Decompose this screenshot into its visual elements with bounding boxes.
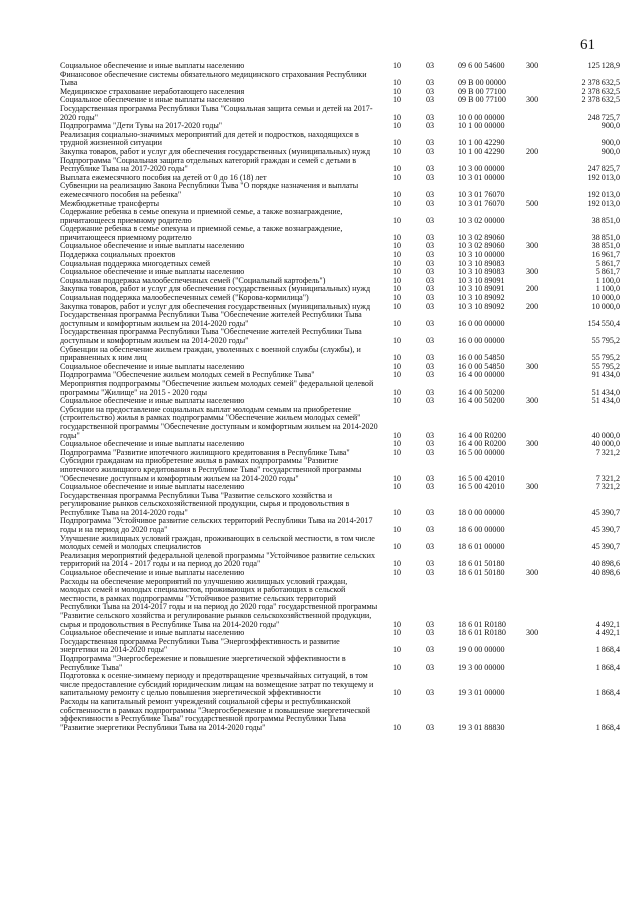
expense-type-code: 500 bbox=[526, 198, 539, 208]
target-article-code: 16 4 00 50200 bbox=[458, 387, 505, 397]
row-name: Социальное обеспечение и иные выплаты населению bbox=[60, 61, 245, 70]
table-row bbox=[60, 406, 620, 440]
section-code: 10 bbox=[393, 482, 402, 492]
section-code: 10 bbox=[393, 447, 402, 457]
row-name: Мероприятия подпрограммы "Обеспечение жильем молодых семей" федеральной целевой программы "Жилище" на 2015 - 2020 годы bbox=[60, 378, 374, 397]
amount-value: 40 000,0 bbox=[591, 430, 620, 440]
target-article-code: 16 5 00 42010 bbox=[458, 482, 505, 492]
subsection-code: 03 bbox=[426, 361, 435, 371]
target-article-code: 10 3 02 89060 bbox=[458, 241, 505, 251]
row-name: Финансовое обеспечение системы обязательного медицинского страхования Республики Тыва bbox=[60, 69, 367, 88]
target-article-code: 18 0 00 00000 bbox=[458, 507, 505, 517]
target-article-code: 18 6 01 50180 bbox=[458, 559, 505, 569]
target-article-code: 09 В 00 77100 bbox=[458, 86, 506, 96]
amount-value: 247 825,7 bbox=[587, 164, 620, 174]
subsection-code: 03 bbox=[426, 95, 435, 105]
page-number: 61 bbox=[580, 37, 595, 53]
section-code: 10 bbox=[393, 232, 402, 242]
target-article-code: 10 3 10 89083 bbox=[458, 267, 505, 277]
section-code: 10 bbox=[393, 164, 402, 174]
table-row bbox=[60, 655, 620, 672]
section-code: 10 bbox=[393, 568, 402, 578]
expense-type-code: 300 bbox=[526, 482, 539, 492]
table-row bbox=[60, 457, 620, 483]
amount-value: 4 492,1 bbox=[595, 628, 620, 638]
amount-value: 10 000,0 bbox=[591, 293, 620, 303]
target-article-code: 18 6 01 00000 bbox=[458, 542, 505, 552]
target-article-code: 18 6 01 50180 bbox=[458, 568, 505, 578]
section-code: 10 bbox=[393, 353, 402, 363]
row-name: Социальное обеспечение и иные выплаты населению bbox=[60, 241, 245, 251]
row-name: Поддержка социальных проектов bbox=[60, 250, 176, 260]
row-name: Подпрограмма "Социальная защита отдельных категорий граждан и семей с детьми в Республике Тыва на 2017-2020 годы" bbox=[60, 155, 357, 174]
row-name: Государственная программа Республики Тыва "Обеспечение жителей Республики Тыва доступным и комфортным жильем на 2014-2020 годы" bbox=[60, 327, 362, 345]
row-name: Субвенции на реализацию Закона Республики Тыва "О порядке назначения и выплаты ежемесячного пособия на ребенка" bbox=[60, 181, 359, 199]
target-article-code: 10 3 01 76070 bbox=[458, 198, 505, 208]
section-code: 10 bbox=[393, 361, 402, 371]
table-row bbox=[60, 346, 620, 363]
section-code: 10 bbox=[393, 559, 402, 569]
section-code: 10 bbox=[393, 722, 402, 732]
table-row bbox=[60, 71, 620, 88]
row-name: Социальное обеспечение и иные выплаты населению bbox=[60, 439, 245, 449]
table-row bbox=[60, 672, 620, 698]
amount-value: 154 550,4 bbox=[587, 318, 620, 328]
subsection-code: 03 bbox=[426, 301, 435, 311]
section-code: 10 bbox=[393, 61, 402, 70]
amount-value: 91 434,0 bbox=[591, 370, 620, 380]
row-name: Подготовка к осенне-зимнему периоду и предотвращение чрезвычайных ситуаций, в том числе предоставление субсидий юридическим лицам на возмещение затрат по текущему и капитальному ремонту с целью повышения энергетической эффективности bbox=[60, 671, 374, 698]
table-row bbox=[60, 517, 620, 534]
amount-value: 38 851,0 bbox=[591, 241, 620, 251]
subsection-code: 03 bbox=[426, 370, 435, 380]
subsection-code: 03 bbox=[426, 112, 435, 122]
subsection-code: 03 bbox=[426, 318, 435, 328]
subsection-code: 03 bbox=[426, 61, 435, 70]
target-article-code: 10 3 10 00000 bbox=[458, 250, 505, 260]
target-article-code: 16 5 00 00000 bbox=[458, 447, 505, 457]
amount-value: 45 390,7 bbox=[591, 542, 620, 552]
subsection-code: 03 bbox=[426, 146, 435, 156]
target-article-code: 16 4 00 R0200 bbox=[458, 430, 506, 440]
row-name: Государственная программа Республики Тыва "Социальная защита семьи и детей на 2017-2020 годы" bbox=[60, 103, 373, 122]
table-row bbox=[60, 311, 620, 328]
target-article-code: 16 4 00 00000 bbox=[458, 370, 505, 380]
row-name: Реализация мероприятий федеральной целевой программы "Устойчивое развитие сельских территорий на 2014 - 2017 годы и на период до 2020 года" bbox=[60, 550, 375, 569]
table-row bbox=[60, 182, 620, 199]
amount-value: 1 868,4 bbox=[595, 722, 620, 732]
target-article-code: 16 0 00 54850 bbox=[458, 361, 505, 371]
amount-value: 38 851,0 bbox=[591, 215, 620, 225]
section-code: 10 bbox=[393, 78, 402, 88]
amount-value: 1 868,4 bbox=[595, 662, 620, 672]
subsection-code: 03 bbox=[426, 121, 435, 131]
section-code: 10 bbox=[393, 662, 402, 672]
subsection-code: 03 bbox=[426, 258, 435, 268]
amount-value: 55 795,2 bbox=[591, 353, 620, 363]
target-article-code: 16 0 00 00000 bbox=[458, 318, 505, 328]
row-name: Субсидии на предоставление социальных выплат молодым семьям на приобретение (строительство) жилья в рамках подпрограммы "Обеспечение жильем молодых семей" государственной программы "Обеспечение доступным и комфортным жильем на 2014-2020 годы" bbox=[60, 404, 378, 440]
section-code: 10 bbox=[393, 439, 402, 449]
subsection-code: 03 bbox=[426, 619, 435, 629]
table-row bbox=[60, 535, 620, 552]
target-article-code: 10 1 00 00000 bbox=[458, 121, 505, 131]
section-code: 10 bbox=[393, 215, 402, 225]
amount-value: 16 961,7 bbox=[591, 250, 620, 260]
row-name: Закупка товаров, работ и услуг для обеспечения государственных (муниципальных) нужд bbox=[60, 146, 371, 156]
row-name: Закупка товаров, работ и услуг для обеспечения государственных (муниципальных) нужд bbox=[60, 284, 371, 294]
row-name: Социальное обеспечение и иные выплаты населению bbox=[60, 628, 245, 638]
section-code: 10 bbox=[393, 507, 402, 517]
row-name: Подпрограмма "Устойчивое развитие сельских территорий Республики Тыва на 2014-2017 годы и на период до 2020 года" bbox=[60, 516, 373, 535]
amount-value: 7 321,2 bbox=[595, 482, 620, 492]
amount-value: 4 492,1 bbox=[595, 619, 620, 629]
target-article-code: 09 В 00 77100 bbox=[458, 95, 506, 105]
section-code: 10 bbox=[393, 301, 402, 311]
section-code: 10 bbox=[393, 284, 402, 294]
section-code: 10 bbox=[393, 387, 402, 397]
target-article-code: 10 1 00 42290 bbox=[458, 146, 505, 156]
target-article-code: 10 0 00 00000 bbox=[458, 112, 505, 122]
amount-value: 1 100,0 bbox=[595, 275, 620, 285]
section-code: 10 bbox=[393, 525, 402, 535]
amount-value: 1 100,0 bbox=[595, 284, 620, 294]
section-code: 10 bbox=[393, 95, 402, 105]
row-name: Реализация социально-значимых мероприятий для детей и подростков, находящихся в трудной жизненной ситуации bbox=[60, 129, 359, 148]
target-article-code: 10 3 02 00000 bbox=[458, 215, 505, 225]
amount-value: 40 000,0 bbox=[591, 439, 620, 449]
table-row bbox=[60, 131, 620, 148]
section-code: 10 bbox=[393, 542, 402, 552]
table-row bbox=[60, 208, 620, 225]
section-code: 10 bbox=[393, 628, 402, 638]
amount-value: 192 013,0 bbox=[587, 172, 620, 182]
target-article-code: 16 5 00 42010 bbox=[458, 473, 505, 483]
table-row bbox=[60, 698, 620, 732]
subsection-code: 03 bbox=[426, 473, 435, 483]
target-article-code: 16 4 00 R0200 bbox=[458, 439, 506, 449]
expense-type-code: 200 bbox=[526, 146, 539, 156]
row-name: Межбюджетные трансферты bbox=[60, 198, 160, 208]
target-article-code: 19 3 01 00000 bbox=[458, 688, 505, 698]
subsection-code: 03 bbox=[426, 525, 435, 535]
target-article-code: 10 3 02 89060 bbox=[458, 232, 505, 242]
expense-type-code: 300 bbox=[526, 361, 539, 371]
target-article-code: 19 3 01 88830 bbox=[458, 722, 505, 732]
amount-value: 10 000,0 bbox=[591, 301, 620, 311]
amount-value: 7 321,2 bbox=[595, 473, 620, 483]
row-name: Закупка товаров, работ и услуг для обеспечения государственных (муниципальных) нужд bbox=[60, 301, 371, 311]
subsection-code: 03 bbox=[426, 172, 435, 182]
table-row bbox=[60, 157, 620, 174]
target-article-code: 10 3 00 00000 bbox=[458, 164, 505, 174]
amount-value: 192 013,0 bbox=[587, 189, 620, 199]
section-code: 10 bbox=[393, 645, 402, 655]
amount-value: 7 321,2 bbox=[595, 447, 620, 457]
subsection-code: 03 bbox=[426, 250, 435, 260]
subsection-code: 03 bbox=[426, 559, 435, 569]
section-code: 10 bbox=[393, 250, 402, 260]
subsection-code: 03 bbox=[426, 215, 435, 225]
expense-type-code: 300 bbox=[526, 628, 539, 638]
section-code: 10 bbox=[393, 370, 402, 380]
expense-type-code: 300 bbox=[526, 241, 539, 251]
amount-value: 2 378 632,5 bbox=[581, 95, 620, 105]
row-name: Подпрограмма "Обеспечение жильем молодых семей в Республике Тыва" bbox=[60, 370, 315, 380]
amount-value: 40 898,6 bbox=[591, 568, 620, 578]
expense-type-code: 200 bbox=[526, 284, 539, 294]
subsection-code: 03 bbox=[426, 284, 435, 294]
subsection-code: 03 bbox=[426, 688, 435, 698]
target-article-code: 10 3 10 89092 bbox=[458, 293, 505, 303]
target-article-code: 10 3 10 89083 bbox=[458, 258, 505, 268]
amount-value: 55 795,2 bbox=[591, 361, 620, 371]
amount-value: 248 725,7 bbox=[587, 112, 620, 122]
subsection-code: 03 bbox=[426, 353, 435, 363]
section-code: 10 bbox=[393, 86, 402, 96]
row-name: Государственная программа Республики Тыва "Обеспечение жителей Республики Тыва доступным и комфортным жильем на 2014-2020 годы" bbox=[60, 310, 362, 328]
subsection-code: 03 bbox=[426, 628, 435, 638]
subsection-code: 03 bbox=[426, 275, 435, 285]
row-name: Субсидии гражданам на приобретение жилья в рамках подпрограммы "Развитие ипотечного жилищного кредитования в Республике Тыва" государственной программы "Обеспечение доступным и комфортным жильем на 2014-2020 годы" bbox=[60, 456, 362, 483]
target-article-code: 10 3 01 00000 bbox=[458, 172, 505, 182]
subsection-code: 03 bbox=[426, 198, 435, 208]
subsection-code: 03 bbox=[426, 164, 435, 174]
row-name: Подпрограмма "Дети Тувы на 2017-2020 годы" bbox=[60, 121, 223, 131]
section-code: 10 bbox=[393, 198, 402, 208]
section-code: 10 bbox=[393, 267, 402, 277]
section-code: 10 bbox=[393, 275, 402, 285]
amount-value: 1 868,4 bbox=[595, 688, 620, 698]
subsection-code: 03 bbox=[426, 78, 435, 88]
subsection-code: 03 bbox=[426, 439, 435, 449]
amount-value: 45 390,7 bbox=[591, 525, 620, 535]
row-name: Подпрограмма "Энергосбережение и повышение энергетической эффективности в Республике Тыва" bbox=[60, 653, 346, 672]
expense-type-code: 300 bbox=[526, 439, 539, 449]
subsection-code: 03 bbox=[426, 542, 435, 552]
table-row bbox=[60, 578, 620, 630]
target-article-code: 10 1 00 42290 bbox=[458, 138, 505, 148]
subsection-code: 03 bbox=[426, 447, 435, 457]
table-row bbox=[60, 328, 620, 345]
amount-value: 900,0 bbox=[601, 121, 620, 131]
target-article-code: 19 3 00 00000 bbox=[458, 662, 505, 672]
target-article-code: 16 0 00 00000 bbox=[458, 336, 505, 345]
subsection-code: 03 bbox=[426, 293, 435, 303]
subsection-code: 03 bbox=[426, 267, 435, 277]
row-name: Расходы на капитальный ремонт учреждений социальной сферы и республиканской собственности в рамках подпрограммы "Энергосбережение и повышение энергетической эффективности в Республике Тыва" государственной программы Республики Тыва "Развитие энергетики Республики Тыва на 2014-2020 годы" bbox=[60, 696, 370, 732]
target-article-code: 16 0 00 54850 bbox=[458, 353, 505, 363]
section-code: 10 bbox=[393, 473, 402, 483]
table-row bbox=[60, 225, 620, 242]
table-row bbox=[60, 492, 620, 518]
subsection-code: 03 bbox=[426, 241, 435, 251]
amount-value: 900,0 bbox=[601, 138, 620, 148]
target-article-code: 10 3 10 89092 bbox=[458, 301, 505, 311]
subsection-code: 03 bbox=[426, 387, 435, 397]
section-code: 10 bbox=[393, 619, 402, 629]
target-article-code: 18 6 01 R0180 bbox=[458, 628, 506, 638]
amount-value: 51 434,0 bbox=[591, 387, 620, 397]
subsection-code: 03 bbox=[426, 189, 435, 199]
row-name: Государственная программа Республики Тыва "Энергоэффективность и развитие энергетики на 2014-2020 годы" bbox=[60, 636, 340, 655]
section-code: 10 bbox=[393, 138, 402, 148]
section-code: 10 bbox=[393, 336, 402, 345]
section-code: 10 bbox=[393, 121, 402, 131]
target-article-code: 18 6 01 R0180 bbox=[458, 619, 506, 629]
section-code: 10 bbox=[393, 189, 402, 199]
subsection-code: 03 bbox=[426, 645, 435, 655]
subsection-code: 03 bbox=[426, 568, 435, 578]
row-name: Субвенции на обеспечение жильем граждан, уволенных с военной службы (службы), и приравненных к ним лиц bbox=[60, 344, 361, 363]
amount-value: 38 851,0 bbox=[591, 232, 620, 242]
amount-value: 2 378 632,5 bbox=[581, 86, 620, 96]
row-name: Социальное обеспечение и иные выплаты населению bbox=[60, 267, 245, 277]
row-name: Выплата ежемесячного пособия на детей от 0 до 16 (18) лет bbox=[60, 172, 267, 182]
section-code: 10 bbox=[393, 318, 402, 328]
amount-value: 192 013,0 bbox=[587, 198, 620, 208]
row-name: Расходы на обеспечение мероприятий по улучшению жилищных условий граждан, молодых семей и молодых специалистов, проживающих и работающих в сельской местности, в рамках подпрограммы "Устойчивое развитие сельских территорий Республики Тыва на 2014-2017 годы и на период до 2020 года" государственной программы "Развитие сельского хозяйства и регулирование рынков сельскохозяйственной продукции, сырья и продовольствия в Республике Тыва на 2014-2020 годы" bbox=[60, 576, 378, 629]
target-article-code: 16 4 00 50200 bbox=[458, 396, 505, 406]
row-name: Содержание ребенка в семье опекуна и приемной семье, а также вознаграждение, причитающееся приемному родителю bbox=[60, 207, 343, 225]
expense-type-code: 300 bbox=[526, 396, 539, 406]
subsection-code: 03 bbox=[426, 86, 435, 96]
section-code: 10 bbox=[393, 112, 402, 122]
amount-value: 51 434,0 bbox=[591, 396, 620, 406]
amount-value: 900,0 bbox=[601, 146, 620, 156]
expense-type-code: 300 bbox=[526, 568, 539, 578]
section-code: 10 bbox=[393, 396, 402, 406]
target-article-code: 19 0 00 00000 bbox=[458, 645, 505, 655]
budget-table bbox=[60, 62, 620, 732]
target-article-code: 10 3 10 89091 bbox=[458, 284, 505, 294]
table-row bbox=[60, 105, 620, 122]
row-name: Социальное обеспечение и иные выплаты населению bbox=[60, 568, 245, 578]
amount-value: 2 378 632,5 bbox=[581, 78, 620, 88]
section-code: 10 bbox=[393, 430, 402, 440]
section-code: 10 bbox=[393, 241, 402, 251]
row-name: Социальная поддержка малообеспеченных семей ("Корова-кормилица") bbox=[60, 293, 309, 303]
row-name: Социальное обеспечение и иные выплаты населению bbox=[60, 361, 245, 371]
row-name: Социальное обеспечение и иные выплаты населению bbox=[60, 396, 245, 406]
amount-value: 5 861,7 bbox=[595, 258, 620, 268]
row-name: Социальное обеспечение и иные выплаты населению bbox=[60, 482, 245, 492]
row-name: Социальное обеспечение и иные выплаты населению bbox=[60, 95, 245, 105]
subsection-code: 03 bbox=[426, 507, 435, 517]
amount-value: 45 390,7 bbox=[591, 507, 620, 517]
subsection-code: 03 bbox=[426, 430, 435, 440]
target-article-code: 10 3 10 89091 bbox=[458, 275, 505, 285]
expense-type-code: 300 bbox=[526, 267, 539, 277]
target-article-code: 10 3 01 76070 bbox=[458, 189, 505, 199]
table-row bbox=[60, 552, 620, 569]
section-code: 10 bbox=[393, 172, 402, 182]
section-code: 10 bbox=[393, 258, 402, 268]
amount-value: 40 898,6 bbox=[591, 559, 620, 569]
subsection-code: 03 bbox=[426, 482, 435, 492]
row-name: Медицинское страхование неработающего населения bbox=[60, 86, 245, 96]
target-article-code: 09 В 00 00000 bbox=[458, 78, 506, 88]
amount-value: 1 868,4 bbox=[595, 645, 620, 655]
row-name: Улучшение жилищных условий граждан, проживающих в сельской местности, в том числе молодых семей и молодых специалистов bbox=[60, 533, 375, 552]
table-row bbox=[60, 380, 620, 397]
subsection-code: 03 bbox=[426, 722, 435, 732]
subsection-code: 03 bbox=[426, 232, 435, 242]
target-article-code: 09 6 00 54600 bbox=[458, 61, 505, 70]
expense-type-code: 300 bbox=[526, 61, 539, 70]
amount-value: 55 795,2 bbox=[591, 336, 620, 345]
expense-type-code: 200 bbox=[526, 301, 539, 311]
amount-value: 5 861,7 bbox=[595, 267, 620, 277]
subsection-code: 03 bbox=[426, 662, 435, 672]
subsection-code: 03 bbox=[426, 336, 435, 345]
expense-type-code: 300 bbox=[526, 95, 539, 105]
row-name: Содержание ребенка в семье опекуна и приемной семье, а также вознаграждение, причитающееся приемному родителю bbox=[60, 224, 343, 242]
row-name: Подпрограмма "Развитие ипотечного жилищного кредитования в Республике Тыва" bbox=[60, 447, 350, 457]
section-code: 10 bbox=[393, 293, 402, 303]
section-code: 10 bbox=[393, 688, 402, 698]
section-code: 10 bbox=[393, 146, 402, 156]
row-name: Государственная программа Республики Тыва "Развитие сельского хозяйства и регулирование рынков сельскохозяйственной продукции, сырья и продовольствия в Республике Тыва на 2014-2020 годы" bbox=[60, 490, 350, 517]
subsection-code: 03 bbox=[426, 396, 435, 406]
row-name: Социальная поддержка малообеспеченных семей ("Социальный картофель") bbox=[60, 275, 326, 285]
row-name: Социальная поддержка многодетных семей bbox=[60, 258, 211, 268]
target-article-code: 18 6 00 00000 bbox=[458, 525, 505, 535]
amount-value: 125 128,9 bbox=[587, 61, 620, 70]
subsection-code: 03 bbox=[426, 138, 435, 148]
table-row bbox=[60, 638, 620, 655]
